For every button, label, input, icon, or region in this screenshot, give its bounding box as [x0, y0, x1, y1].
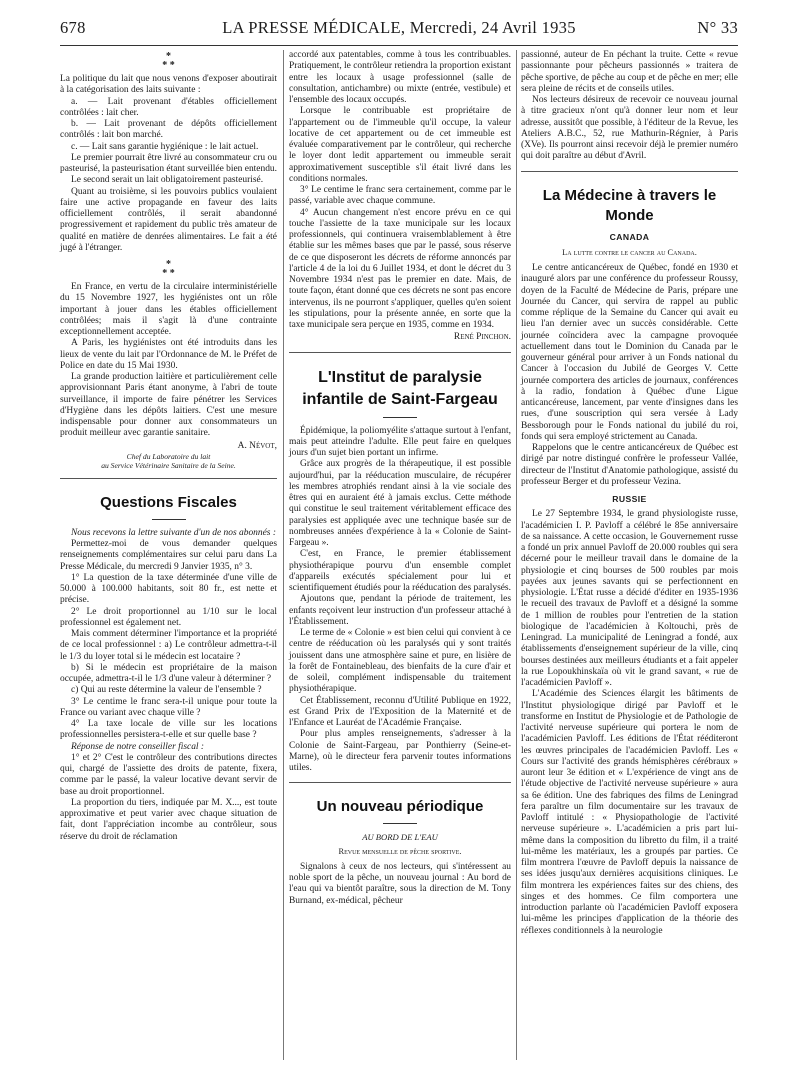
- issue-number: N° 33: [697, 18, 738, 37]
- milk-paragraph: Le premier pourrait être livré au consommateur cru ou pasteurisé, la pasteurisation étant surveillée bien entendu.: [60, 152, 277, 174]
- author-signature: René Pinchon.: [453, 332, 511, 343]
- section-rule: [289, 782, 511, 783]
- section-rule: [289, 352, 511, 353]
- journal-title: LA PRESSE MÉDICALE, Mercredi, 24 Avril 1935: [222, 18, 576, 37]
- milk-paragraph: La politique du lait que nous venons d'exposer aboutirait à la catégorisation des laits suivante :: [60, 74, 277, 96]
- section-separator-stars: * * *: [162, 51, 175, 71]
- section-heading-periodique: Un nouveau périodique: [316, 798, 484, 816]
- fiscal-paragraph: Permettez-moi de vous demander quelques renseignements complémentaires sur celui paru dans La Presse Médicale, du mercredi 9 Janvier 1935, n° 3.: [60, 539, 277, 572]
- heading-rule: [383, 417, 417, 418]
- fiscal-paragraph: 1° et 2° C'est le contrôleur des contributions directes qui, chargé de l'assiette des droits de patente, fixera, comme par le passé, la valeur locative devant servir de base au droit proportionnel.: [60, 752, 277, 797]
- fiscal-paragraph: 3° Le centime le franc sera-t-il unique pour toute la France ou variant avec chaque ville ?: [60, 696, 277, 718]
- author-signature: A. Névot,: [237, 440, 277, 451]
- periodique-paragraph: Signalons à ceux de nos lecteurs, qui s'intéressent au noble sport de la pêche, un nouveau journal : Au bord de l'eau qui va bientôt paraître, sous la direction de M. Tony Burnand, ex-médical, pêcheur: [289, 861, 511, 906]
- fiscal-paragraph: 3° Le centime le franc sera certainement, comme par le passé, variable avec chaque commune.: [289, 185, 511, 207]
- milk-paragraph: c. — Lait sans garantie hygiénique : le lait actuel.: [71, 141, 259, 152]
- milk-paragraph: a. — Lait provenant d'étables officiellement contrôlées : lait cher.: [60, 96, 277, 118]
- page-number: 678: [60, 18, 86, 37]
- section-rule: [60, 478, 277, 479]
- canada-subheading: La lutte contre le cancer au Canada.: [562, 247, 697, 257]
- journal-name: AU BORD DE L'EAU: [362, 832, 438, 843]
- section-heading-institut: L'Institut de paralysie infantile de Saint-Fargeau: [302, 368, 498, 408]
- journal-subtitle: Revue mensuelle de pêche sportive.: [338, 846, 462, 856]
- country-heading-russie: RUSSIE: [612, 494, 647, 504]
- canada-paragraph: Rappelons que le centre anticancéreux de Québec est dirigé par notre distingué confrère le professeur Vallée, directeur de l'Institut d'Anatomie pathologique, assisté du professeur Berger et du professeur Vezina.: [521, 443, 739, 487]
- column-separator: [283, 50, 284, 1060]
- institut-paragraph: Ajoutons que, pendant la période de traitement, les enfants reçoivent leur instruction d'un professeur attaché à l'Établissement.: [289, 594, 511, 627]
- fiscal-paragraph: Mais comment déterminer l'importance et la propriété de ce local professionnel : a) Le contrôleur admettra-t-il le 1/3 du loyer total si le médecin est locataire ?: [60, 629, 277, 662]
- fiscal-paragraph: Lorsque le contribuable est propriétaire de l'appartement ou de l'immeuble qu'il occupe, la valeur locative de cet appartement ou de cet immeuble est évaluée comparativement par le contrôleur, qui recherche le loyer dont ledit appartement ou immeuble serait approximativement susceptible s'il était livré dans les conditions normales.: [289, 106, 511, 184]
- column-left: [60, 50, 277, 843]
- institut-paragraph: Pour plus amples renseignements, s'adresser à la Colonie de Saint-Fargeau, par Ponthierry (Seine-et-Marne), où le directeur fera parvenir toutes informations utiles.: [289, 729, 511, 773]
- fiscal-paragraph: 4° La taxe locale de ville sur les locations professionnelles persistera-t-elle et sur quelle base ?: [60, 719, 277, 741]
- section-rule: [521, 171, 738, 172]
- institut-paragraph: Épidémique, la poliomyélite s'attaque surtout à l'enfant, mais peut atteindre l'adulte. Elle peut faire en quelques jours d'un sujet bien portant un infirme.: [289, 425, 511, 458]
- periodique-paragraph: passionné, auteur de En péchant la truite. Cette « revue passionnante pour pêcheurs passionnés » traitera de pêche sportive, de pêche au coup et de pêche en mer; elle sera pleine de récits et de conseils utiles.: [521, 50, 738, 94]
- fiscal-paragraph: c) Qui au reste détermine la valeur de l'ensemble ?: [71, 685, 262, 696]
- institut-paragraph: Cet Établissement, reconnu d'Utilité Publique en 1922, est Grand Prix de l'Exposition de la Maternité et de l'Enfance et Lauréat de l'Académie Française.: [289, 695, 511, 728]
- fiscal-paragraph: La proportion du tiers, indiquée par M. X..., est toute approximative et peut varier avec chaque situation de fait, dont l'appréciation incombe au contrôleur, sous réserve du droit de réclamation: [60, 797, 277, 842]
- milk-paragraph: En France, en vertu de la circulaire interministérielle du 15 Novembre 1927, les hygiénistes ont un rôle important à jouer dans les étables officiellement contrôlées; mais il s'agit là d'une contrainte exceptionnellement acceptée.: [60, 282, 277, 337]
- page-header: [60, 18, 738, 42]
- column-separator: [516, 50, 517, 1060]
- periodique-paragraph: Nos lecteurs désireux de recevoir ce nouveau journal à titre gracieux n'ont qu'à donner leur nom et leur adresse, aussitôt que possible, à l'éditeur de la Revue, les Ateliers A.B.C., 52, rue Mathurin-Régnier, à Paris (XVe). Ils pourront ainsi recevoir déjà le premier numéro qui doit paraître au début d'Avril.: [521, 95, 738, 162]
- author-affiliation: Chef du Laboratoire du lait: [126, 451, 211, 461]
- column-middle: [289, 50, 511, 907]
- fiscal-paragraph: b) Si le médecin est propriétaire de la maison occupée, admettra-t-il le 1/3 d'une valeur à déterminer ?: [60, 662, 277, 684]
- fiscal-paragraph: Réponse de notre conseiller fiscal :: [71, 741, 205, 752]
- column-right: [521, 50, 738, 937]
- milk-paragraph: Le second serait un lait obligatoirement pasteurisé.: [71, 175, 264, 186]
- institut-paragraph: Le terme de « Colonie » est bien celui qui convient à ce centre de rééducation où les paralysés qui y sont traités jouissent dans une atmosphère saine et pure, en lisière de la forêt de Fontainebleau, des bienfaits de la cure d'air et de soleil, complément indispensable du traitement physiothérapique.: [289, 628, 511, 695]
- fiscal-paragraph: Nous recevons la lettre suivante d'un de nos abonnés :: [71, 527, 276, 538]
- fiscal-paragraph: 1° La question de la taxe déterminée d'une ville de 50.000 à 100.000 habitants, soit 80 fr., est nette et précise.: [60, 572, 277, 606]
- milk-paragraph: b. — Lait provenant de dépôts officiellement contrôlés : lait bon marché.: [60, 119, 277, 141]
- russie-paragraph: Le 27 Septembre 1934, le grand physiologiste russe, l'académicien I. P. Pavloff a célébré le 85e anniversaire de sa naissance. A cette occasion, le Gouvernement russe a fondé un prix annuel Pavloff de 20.000 roubles qui sera décerné pour le meilleur travail dans le domaine de la physiologie et cinq bourses de 500 roubles par mois payées aux jeunes savants qui se perfectionnent en physiologie. L'État russe a décidé d'éditer en 1935-1936 le recueil des travaux de Pavloff et a désigné la somme de 1 million de roubles pour l'entretien de la station biologique de l'académicien à Koltouchi, près de Leningrad. La municipalité de Leningrad a fondé, aux établissements d'enseignement supérieur de la ville, cinq bourses destinées aux meilleurs étudiants et a fait appeler la rue Lopoukhinskaïa où vit le grand savant, « rue de l'académicien Pavloff ».: [521, 509, 738, 688]
- heading-rule: [152, 519, 186, 520]
- heading-rule: [383, 823, 417, 824]
- milk-paragraph: A Paris, les hygiénistes ont été introduits dans les lieux de vente du lait par l'Ordonnance de M. le Préfet de Police en date du 15 Mai 1930.: [60, 338, 277, 371]
- milk-paragraph: Quant au troisième, si les pouvoirs publics voulaient faire une active propagande en faveur des laits officiellement contrôlés, il serait abandonné progressivement et rapidement du public très amateur de qualité en matière de denrées alimentaires. Le fait a été jugé à l'étranger.: [60, 186, 277, 253]
- milk-paragraph: La grande production laitière et particulièrement celle approvisionnant Paris étant anonyme, à l'abri de toute surveillance, il importe de faire pénétrer les Services d'Hygiène dans les dépôts laitiers. C'est une mesure indispensable pour donner aux consommateurs un produit meilleur avec garantie sanitaire.: [60, 372, 277, 439]
- fiscal-paragraph: 2° Le droit proportionnel au 1/10 sur le local professionnel est également net.: [60, 606, 277, 628]
- country-heading-canada: CANADA: [609, 231, 650, 242]
- institut-paragraph: C'est, en France, le premier établissement physiothérapique pourvu d'un ensemble complet d'appareils exécutés spécialement pour lui et scientifiquement étudiés pour la rééducation des paralysés.: [289, 549, 511, 593]
- author-affiliation: au Service Vétérinaire Sanitaire de la Seine.: [101, 460, 236, 470]
- fiscal-paragraph: 4° Aucun changement n'est encore prévu en ce qui touche l'assiette de la taxe municipale sur les locaux professionnels, qui continuera vraisemblablement à être établie sur les mêmes bases que par le passé, sous réserve de ce que disposeront les décrets de réforme annoncés par l'article 4 de la loi du 6 Juillet 1934, et dont le décret du 3 Novembre 1934 n'est pas le premier en date. Mais, de toute façon, étant donné que ces décrets ne sont pas encore intervenus, ils ne pourront s'appliquer, quelles qu'en soient les stipulations, pour la présente année, en sorte que la taxe municipale sera perçue en 1935, comme en 1934.: [289, 207, 511, 330]
- fiscal-paragraph: accordé aux patentables, comme à tous les contribuables. Pratiquement, le contrôleur retiendra la proportion existant entre les locaux à usage professionnel (salle de consultation, antichambre) ou mixte (entrée, vestibule) et l'ensemble des locaux occupés.: [289, 50, 511, 105]
- section-heading-monde: La Médecine à travers le Monde: [542, 186, 717, 224]
- institut-paragraph: Grâce aux progrès de la thérapeutique, il est possible aujourd'hui, par la rééducation musculaire, de récupérer les membres atrophiés rendant ainsi à la vie sociale des êtres qui en auraient été à jamais exclus. Cette méthode qui constitue le seul traitement véritablement efficace des paralysies est appliquée avec une technique basée sur de nombreuses années d'expérience à la « Colonie de Saint-Fargeau ».: [289, 459, 511, 548]
- canada-paragraph: Le centre anticancéreux de Québec, fondé en 1930 et inauguré alors par une conférence du professeur Roussy, doyen de la Faculté de Médecine de Paris, prépare une Journée du Cancer, qui servira de rappel au public comme réplique de la Semaine du Cancer qui avait eu lieu l'an dernier avec un succès considérable. Cette journée coïncidera avec la campagne provoquée actuellement dans tout le Dominion du Canada par le gouverneur général pour arriver à un Fonds national du Cancer à l'occasion du Jubilé de Georges V. Cette journée comportera des articles de journaux, conférences à la radio, fondation à Québec d'une Ligue anticancéreuse, lancement, par vente d'insignes dans les rues, d'une souscription qui sera versée à Lady Bessborough pour le Fonds national du jubilé du roi, fonds qui sera employé strictement au Canada.: [521, 263, 738, 442]
- section-heading-fiscal: Questions Fiscales: [100, 493, 237, 511]
- header-rule: [60, 45, 738, 46]
- section-separator-stars: * * *: [162, 259, 175, 279]
- russie-paragraph: L'Académie des Sciences élargit les bâtiments de l'Institut physiologique dirigé par Pavloff et le transforme en Institut de Physiologie et de Pathologie de l'activité nerveuse supérieure qui portera le nom de l'académicien Pavloff. Les éditions de l'État rééditeront les œuvres principales de l'académicien Pavloff. Les « Cours sur l'activité des grands hémisphères cérébraux » auront leur 3e édition et « L'expérience de vingt ans de l'étude objective de l'activité nerveuse supérieure » aura sa 6e édition. Une des fabriques des films de Leningrad fera paraître un film documentaire sur les travaux de Pavloff intitulé : « Physiopathologie de l'activité nerveuse supérieure ». L'académicien a pris part lui-même dans la composition du libretto du film, il a traité lui-même les matériaux, les a groupés par parties. Ce film montrera l'œuvre de Pavloff depuis la naissance de ses idées jusqu'aux dernières acquisitions cliniques. Le film montrera les expériences faites sur des chiens, des singes et des hommes. Ce film comportera une introduction parlante où l'académicien Pavloff exposera lui-même les principes d'application de la théorie des réflexes conditionnels à la neurologie: [521, 689, 738, 936]
